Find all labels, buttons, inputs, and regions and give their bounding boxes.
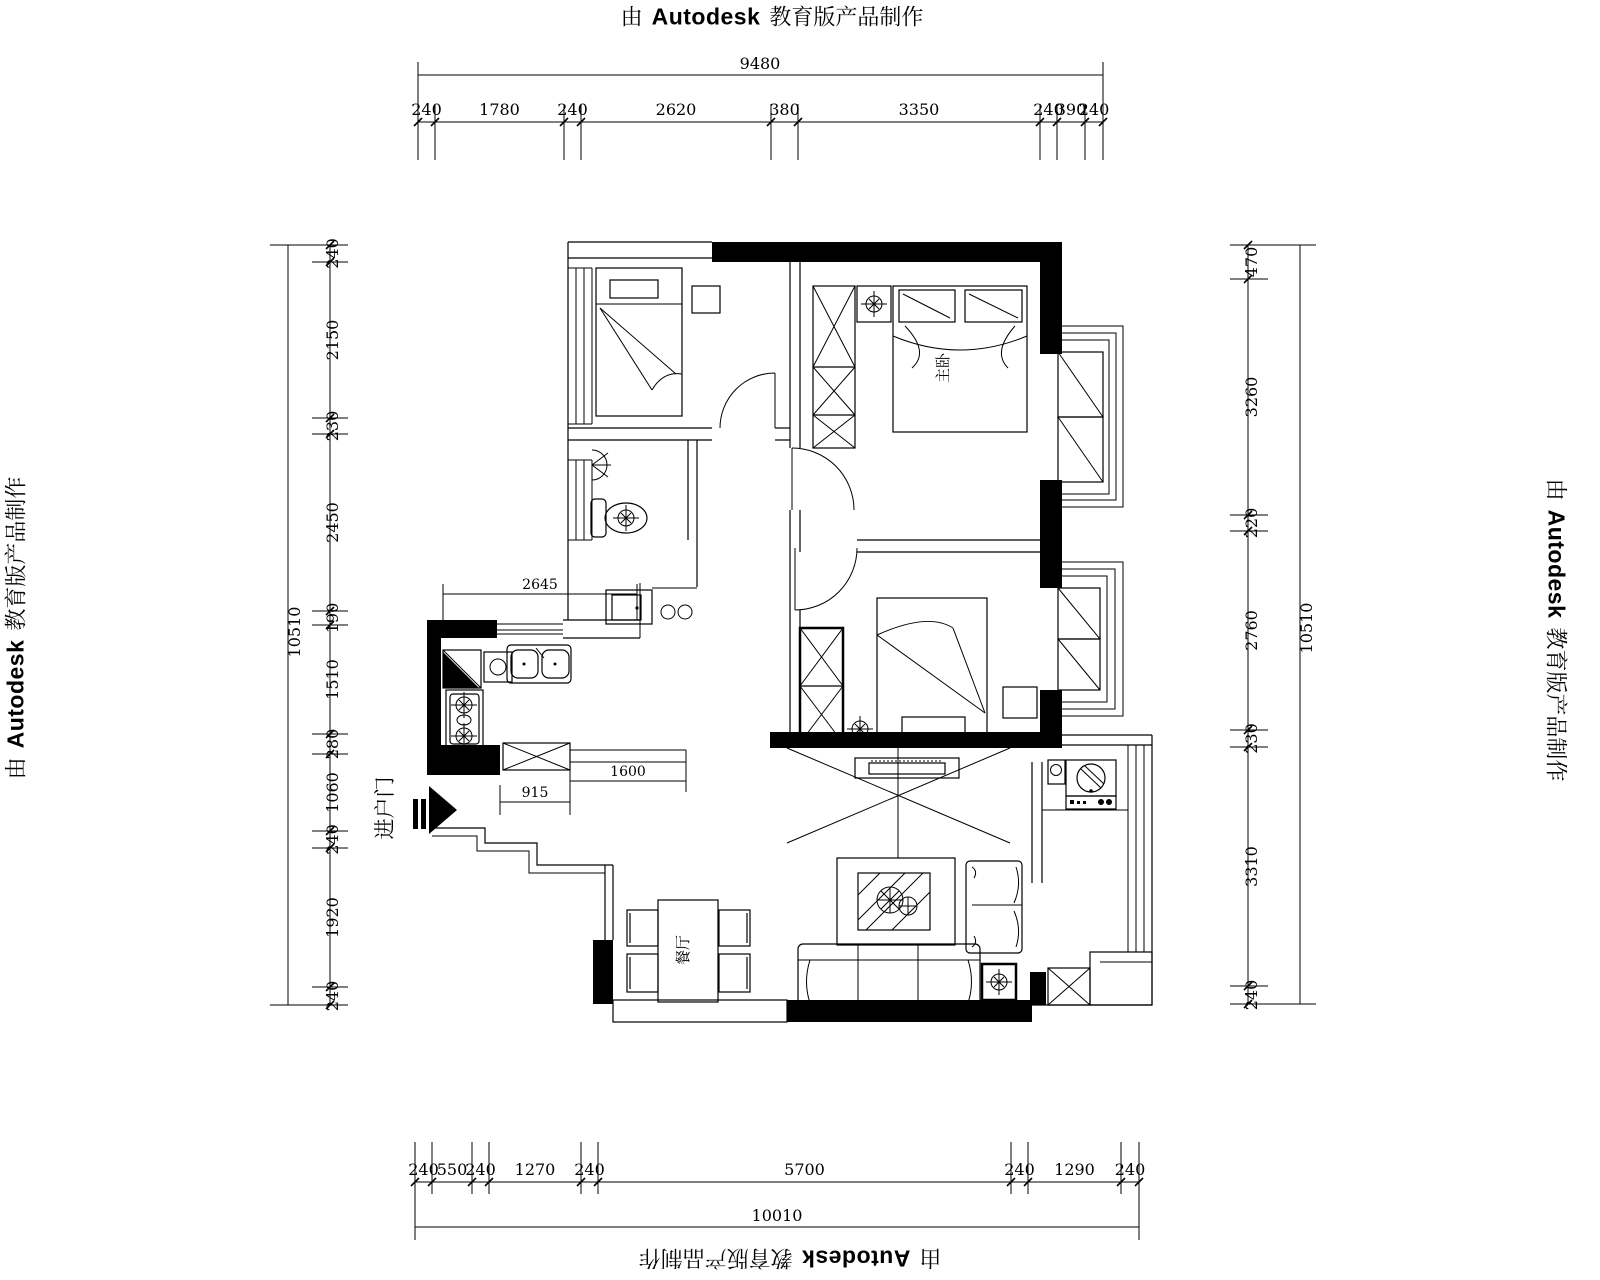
- dim-counter: 1600: [610, 764, 646, 780]
- entry: [374, 777, 457, 840]
- entry-arrow-icon: [429, 786, 457, 834]
- washing-machine-icon: [1066, 760, 1116, 809]
- wardrobe-bedroom3: [800, 628, 843, 743]
- kitchen-box: [484, 652, 512, 682]
- doors: [720, 373, 857, 610]
- dim-label: 380: [769, 100, 800, 119]
- dim-bathroom-width: 2645: [522, 577, 558, 593]
- dim-label: 240: [1242, 979, 1261, 1011]
- stamp-suffix: 教育版产品制作: [3, 476, 29, 631]
- entry-arrow-bar: [413, 799, 418, 829]
- dim-total-top: 9480: [739, 54, 781, 73]
- autodesk-logo-text: Autodesk: [651, 3, 761, 30]
- washbasin-icon: [606, 590, 692, 624]
- stamp-prefix: 由: [1543, 478, 1569, 501]
- chair: [627, 910, 658, 946]
- windows: [497, 268, 1123, 716]
- chair: [719, 910, 750, 946]
- bedroom3-furniture: [800, 598, 1037, 743]
- bay-window-bedroom3: [1058, 562, 1123, 716]
- dim-label: 1060: [323, 772, 342, 813]
- side-table: [982, 964, 1016, 1000]
- stamp-prefix: 由: [3, 757, 29, 780]
- dining-furniture: [627, 900, 750, 1002]
- dim-label: 3260: [1242, 376, 1261, 418]
- chair: [627, 954, 658, 992]
- living-furniture: [787, 748, 1022, 1005]
- balcony-cabinet: [1048, 968, 1090, 1005]
- dim-label: 240: [411, 100, 442, 119]
- walls-thin: [432, 242, 1152, 1022]
- dim-label: 240: [323, 238, 342, 269]
- wardrobe-master: [813, 286, 855, 448]
- dim-total-left: 10510: [285, 606, 304, 658]
- sofa-icon: [798, 944, 980, 1005]
- stamp-suffix: 教育版产品制作: [1543, 627, 1569, 782]
- dim-label: 240: [323, 980, 342, 1012]
- coffee-table: [837, 858, 955, 945]
- bedroom2-furniture: [596, 268, 720, 416]
- bay-window-master: [1058, 326, 1123, 507]
- dim-label: 1780: [479, 100, 520, 119]
- door-bedroom2: [720, 373, 775, 428]
- dim-total-right: 10510: [1297, 602, 1316, 654]
- dim-label: 240: [408, 1160, 439, 1179]
- dim-label: 190: [323, 602, 342, 634]
- dim-label: 240: [557, 100, 588, 119]
- dim-label: 390: [1055, 100, 1087, 119]
- chair: [719, 954, 750, 992]
- dim-label: 470: [1242, 246, 1261, 278]
- armchair-icon: [966, 861, 1022, 953]
- nightstand: [692, 286, 720, 313]
- autodesk-logo-text: Autodesk: [801, 1245, 911, 1272]
- entry-door-label: 进户门: [374, 776, 397, 840]
- pillow: [610, 280, 658, 298]
- dim-label: 240: [1078, 100, 1110, 119]
- dim-label: 2620: [655, 100, 697, 119]
- entry-arrow-bar: [421, 799, 426, 829]
- dim-label: 3310: [1242, 846, 1261, 887]
- master-bedroom-label: 主卧: [935, 352, 952, 384]
- dimension-totals: [270, 54, 1316, 1240]
- autodesk-logo-text: Autodesk: [2, 639, 29, 749]
- dim-label: 230: [1242, 723, 1261, 754]
- dim-label: 3350: [898, 100, 940, 119]
- dim-label: 240: [1114, 1160, 1146, 1179]
- dim-label: 1290: [1054, 1160, 1095, 1179]
- dim-label: 2150: [323, 319, 342, 361]
- walls-black: [427, 242, 1062, 1022]
- stamp-suffix: 教育版产品制作: [769, 4, 924, 30]
- bathroom-fixtures: [591, 450, 692, 624]
- dim-label: 240: [465, 1160, 496, 1179]
- dim-label: 280: [323, 728, 342, 760]
- dim-label: 550: [436, 1160, 468, 1179]
- door-bedroom3: [795, 548, 857, 610]
- dining-room-label: 餐厅: [675, 934, 692, 966]
- range-hood-icon: [443, 650, 481, 688]
- door-master: [792, 448, 854, 510]
- double-sink-icon: [507, 645, 571, 683]
- dim-label: 1920: [323, 897, 342, 938]
- dim-label: 2450: [323, 502, 342, 543]
- dim-label: 5700: [784, 1160, 825, 1179]
- dim-label: 2760: [1242, 610, 1261, 651]
- dim-label: 220: [1242, 507, 1261, 539]
- stamp-suffix: 教育版产品制作: [638, 1245, 793, 1271]
- dim-label: 240: [1033, 100, 1064, 119]
- balcony-fixtures: [1042, 760, 1128, 1005]
- dim-entry-cabinet: 915: [521, 785, 549, 801]
- dim-label: 230: [323, 410, 342, 442]
- toilet-icon: [591, 499, 647, 537]
- dim-label: 1270: [514, 1160, 556, 1179]
- dim-total-bottom: 10010: [751, 1206, 803, 1225]
- nightstand: [1003, 687, 1037, 718]
- shower-icon: [592, 450, 611, 480]
- dim-label: 1510: [323, 659, 342, 700]
- dim-label: 240: [574, 1160, 605, 1179]
- autodesk-logo-text: Autodesk: [1543, 509, 1570, 619]
- tv-icon: [855, 758, 959, 778]
- bed-single: [877, 598, 987, 743]
- stamp-prefix: 由: [620, 4, 643, 30]
- dim-label: 240: [323, 824, 342, 855]
- master-furniture: [813, 286, 1027, 448]
- gas-stove-icon: [446, 690, 483, 749]
- stamp-prefix: 由: [919, 1245, 942, 1271]
- bed-double: [893, 286, 1027, 432]
- dim-label: 240: [1004, 1160, 1035, 1179]
